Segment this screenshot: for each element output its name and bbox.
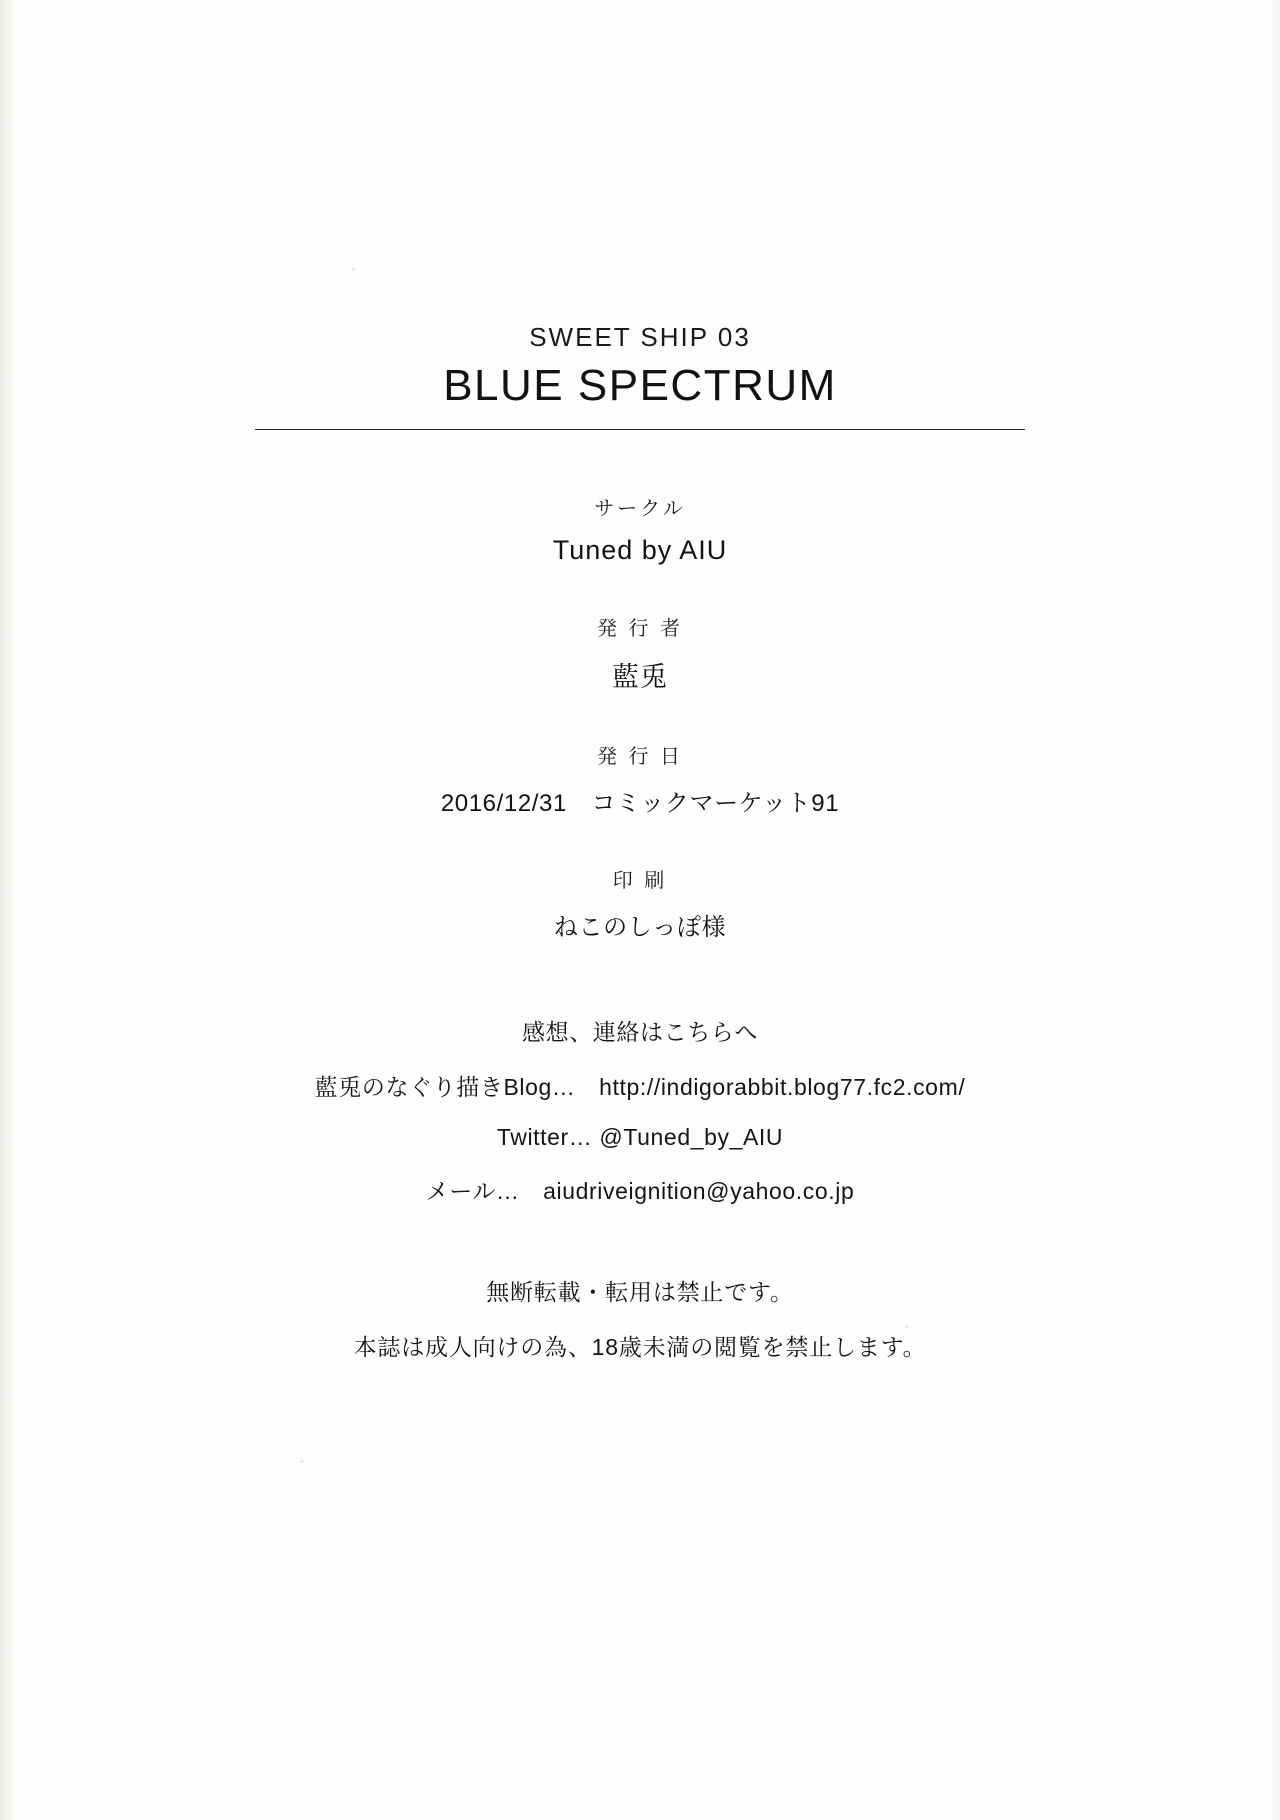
field-printer-label: 印 刷 — [612, 870, 668, 892]
field-circle-value: Tuned by AIU — [552, 535, 728, 565]
field-printer — [0, 864, 1280, 942]
series-title: SWEET SHIP 03 — [529, 322, 751, 352]
scan-speck — [300, 1460, 304, 1463]
notice-reprint: 無断転載・転用は禁止です。 — [486, 1279, 794, 1305]
field-publish-date — [0, 740, 1280, 818]
page-title: BLUE SPECTRUM — [443, 361, 837, 410]
contact-blog: 藍兎のなぐり描きBlog… http://indigorabbit.blog77.fc2.com/ — [314, 1074, 966, 1100]
field-author-value: 藍兎 — [612, 662, 668, 692]
field-printer-value: ねこのしっぽ様 — [553, 914, 727, 941]
title-divider — [255, 429, 1025, 430]
field-publish-date-label: 発 行 日 — [596, 746, 684, 768]
contact-heading: 感想、連絡はこちらへ — [522, 1019, 758, 1045]
scan-speck — [352, 268, 355, 271]
notice-block — [0, 1274, 1280, 1362]
colophon — [0, 322, 1280, 1362]
field-publish-date-value: 2016/12/31 コミックマーケット91 — [440, 790, 840, 817]
field-author — [0, 612, 1280, 694]
field-author-label: 発 行 者 — [596, 618, 684, 640]
notice-age-restriction: 本誌は成人向けの為、18歳未満の閲覧を禁止します。 — [353, 1334, 927, 1360]
field-circle-label: サークル — [594, 498, 686, 520]
contact-twitter: Twitter… @Tuned_by_AIU — [496, 1124, 784, 1150]
contact-email: メール… aiudriveignition@yahoo.co.jp — [425, 1178, 855, 1204]
field-circle — [0, 492, 1280, 566]
contact-block — [0, 1014, 1280, 1206]
